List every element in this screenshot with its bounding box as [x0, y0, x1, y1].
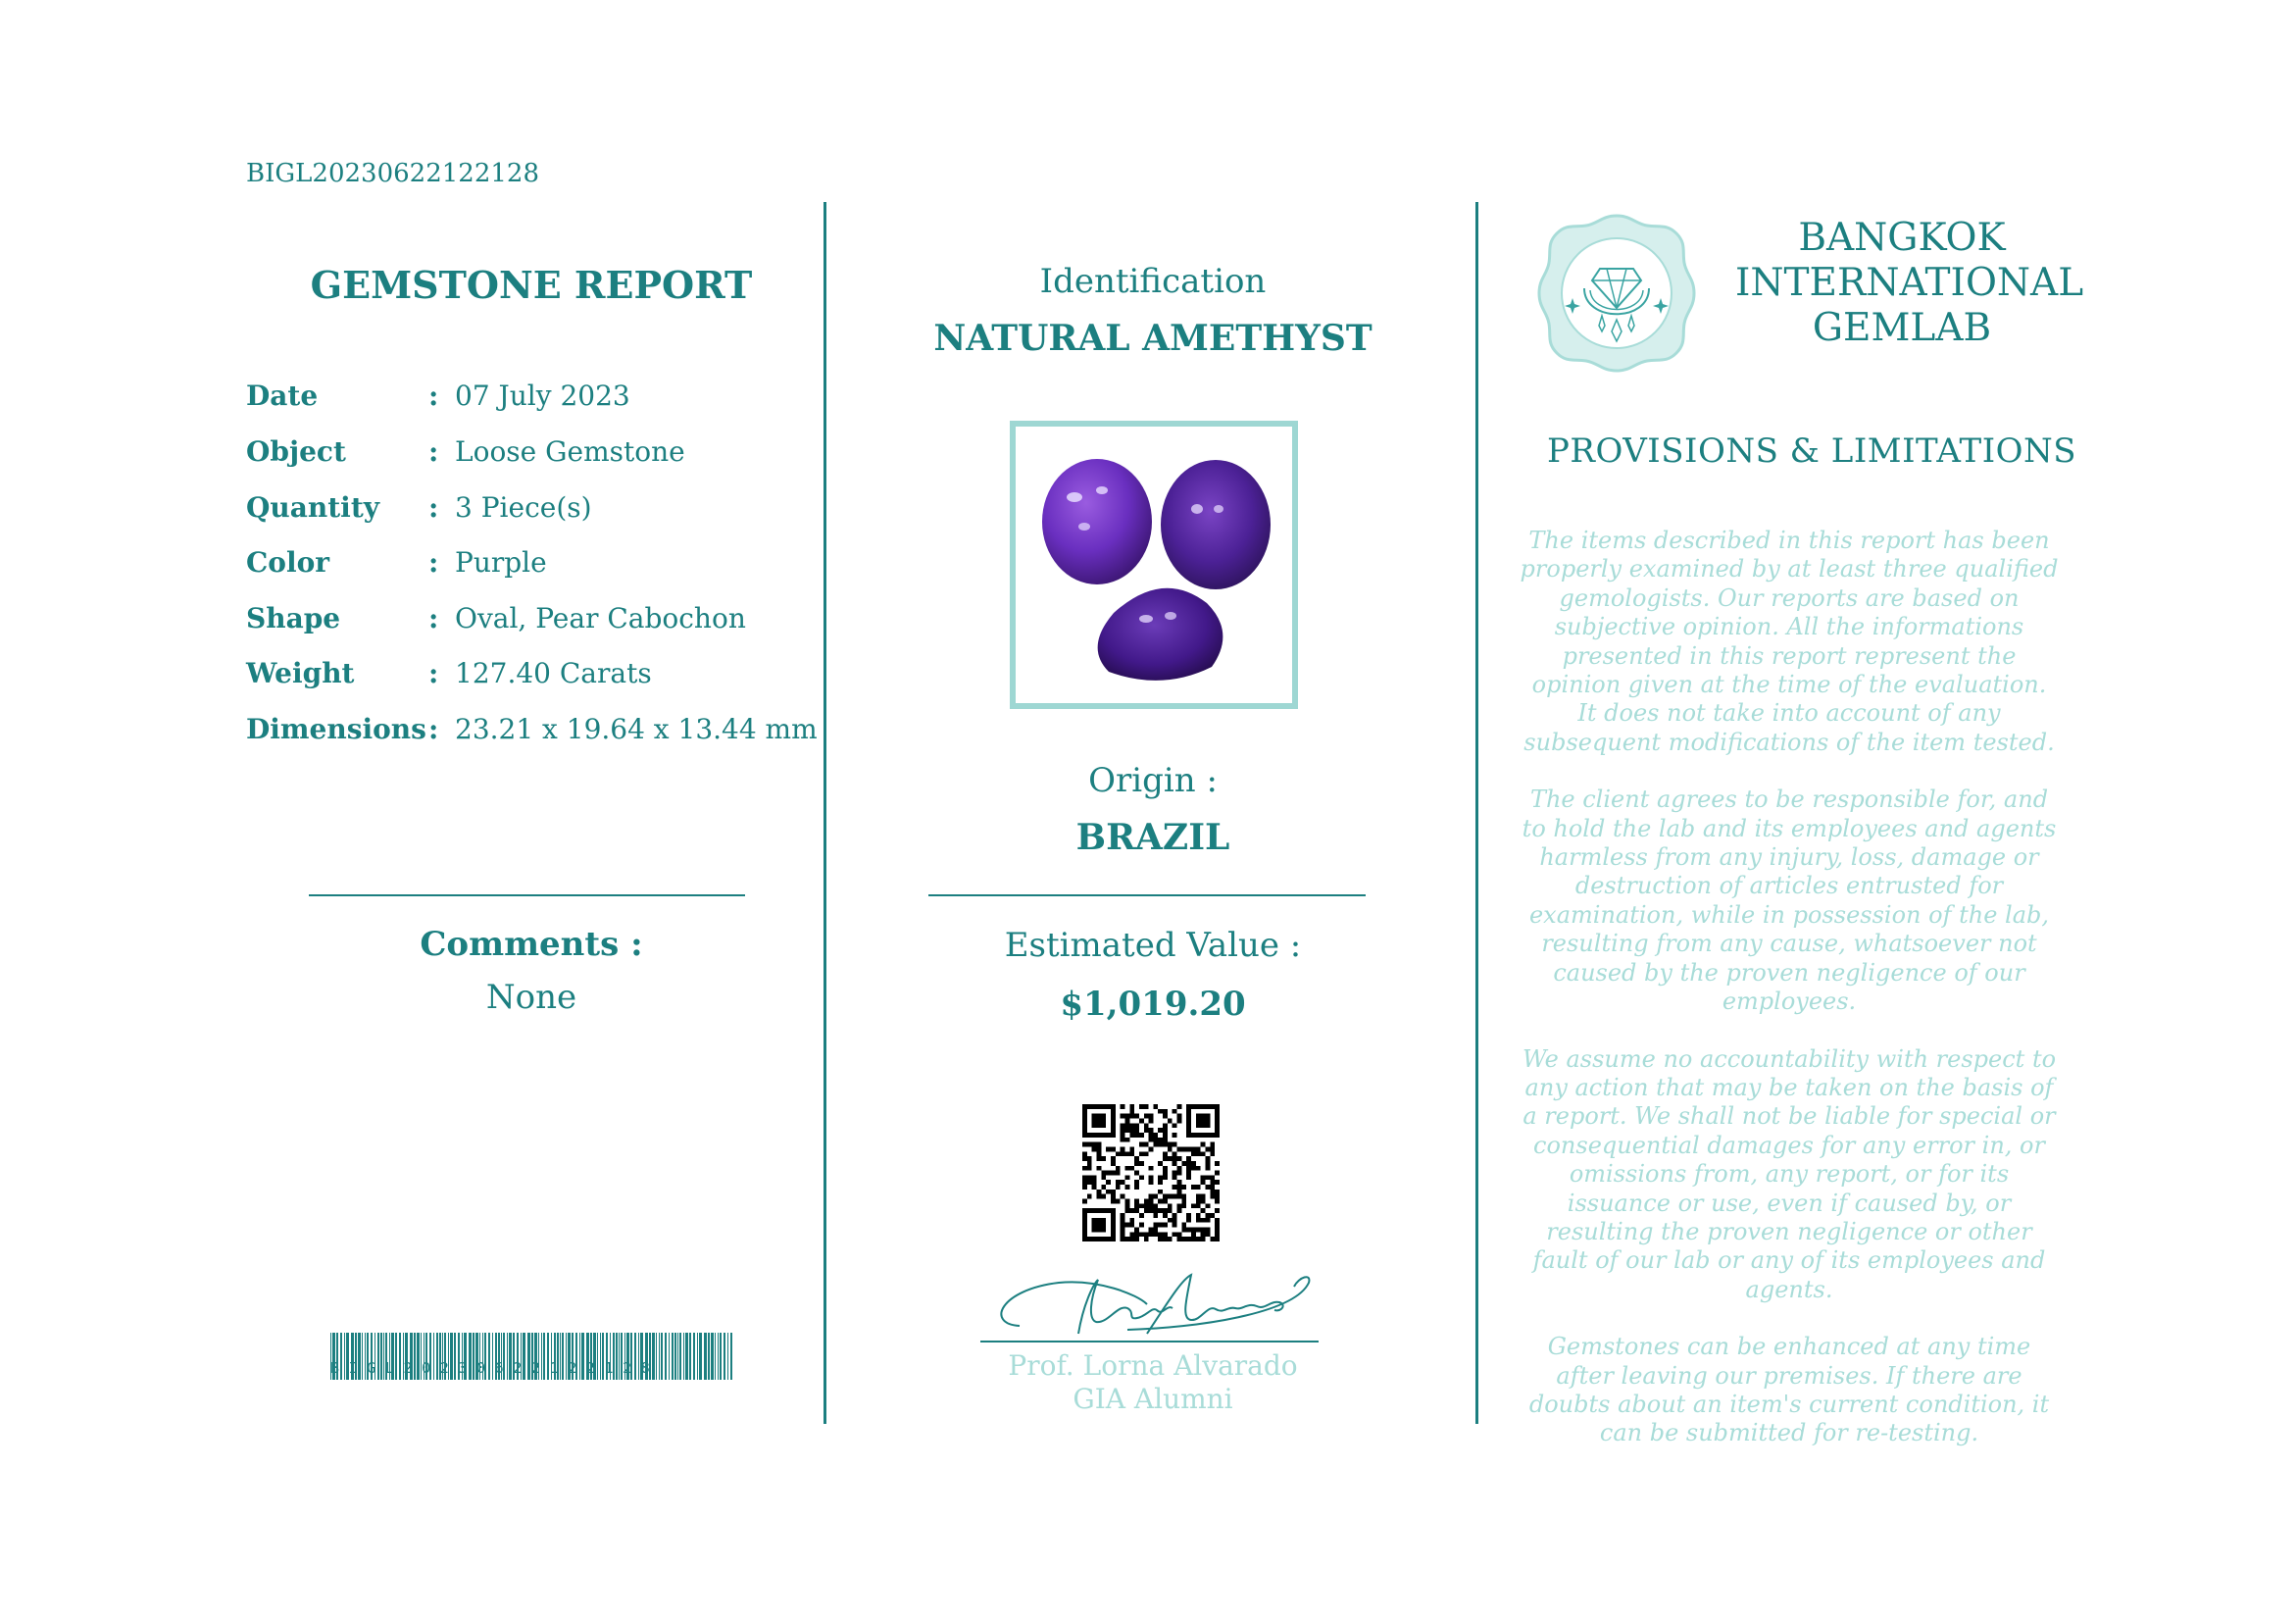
- comments-value: None: [485, 978, 577, 1017]
- lab-name-line: INTERNATIONAL: [1735, 261, 2084, 305]
- comments-divider: [309, 894, 745, 896]
- lab-name: [1735, 216, 2084, 351]
- qr-code-icon: [1082, 1104, 1220, 1241]
- comments-label: Comments :: [420, 925, 643, 964]
- signer-credential: GIA Alumni: [1073, 1383, 1233, 1415]
- field-value: 07 July 2023: [455, 380, 630, 412]
- provisions-paragraph: We assume no accountability with respect to any action that may be taken on the basis of a report. We shall not be liable for special or consequential damages for any error in, or omissions from, any report, or for its issuance or use, even if caused by, or resulting the proven negligence or other fault of our lab or any of its employees and agents.: [1522, 1044, 2057, 1303]
- report-title: GEMSTONE REPORT: [310, 263, 753, 307]
- lab-seal-icon: [1533, 210, 1700, 377]
- field-value: Purple: [455, 546, 547, 579]
- field-label: Dimensions: [246, 713, 426, 745]
- identification-label: Identification: [1039, 262, 1267, 301]
- provisions-paragraph: The items described in this report has been properly examined by at least three qualified gemologists. Our reports are based on subjective opinion. All the informations presented in this report represent the opinion given at the time of the evaluation. It does not take into account of any subsequent modifications of the item tested.: [1520, 527, 2059, 756]
- divider-right: [1475, 202, 1478, 1424]
- estimated-value: $1,019.20: [1060, 985, 1246, 1024]
- provisions-body: [1520, 527, 2059, 1477]
- field-value: 23.21 x 19.64 x 13.44 mm: [455, 713, 818, 745]
- signature-image: [980, 1265, 1319, 1343]
- field-label: Weight: [246, 657, 355, 689]
- gemstone-photo: [1010, 421, 1298, 709]
- field-label: Object: [246, 435, 346, 468]
- field-colon: :: [428, 657, 439, 689]
- lab-name-line: GEMLAB: [1812, 306, 1992, 350]
- barcode-text: BIGL20230622122128: [330, 1359, 660, 1377]
- field-label: Color: [246, 546, 330, 579]
- field-colon: :: [428, 602, 439, 634]
- field-colon: :: [428, 380, 439, 412]
- field-colon: :: [428, 435, 439, 468]
- field-colon: :: [428, 491, 439, 524]
- report-id: BIGL20230622122128: [246, 159, 539, 188]
- provisions-paragraph: Gemstones can be enhanced at any time after leaving our premises. If there are doubts about an item's current condition, it can be submitted for re-testing.: [1528, 1333, 2050, 1447]
- amethyst-stones-image: [1016, 427, 1292, 703]
- field-value: Oval, Pear Cabochon: [455, 602, 746, 634]
- provisions-paragraph: The client agrees to be responsible for, and to hold the lab and its employees and agents harmless from any injury, loss, damage or destruction of articles entrusted for examination, while in possession of the lab, resulting from any cause, whatsoever not caused by the proven negligence of our employees.: [1522, 785, 2057, 1016]
- identification-value: NATURAL AMETHYST: [933, 318, 1373, 359]
- field-value: 127.40 Carats: [455, 657, 652, 689]
- field-label: Quantity: [246, 491, 380, 524]
- origin-value: BRAZIL: [1075, 817, 1230, 858]
- field-value: Loose Gemstone: [455, 435, 685, 468]
- estimated-value-label: Estimated Value :: [1004, 926, 1302, 965]
- provisions-title: PROVISIONS & LIMITATIONS: [1547, 431, 2077, 471]
- field-value: 3 Piece(s): [455, 491, 592, 524]
- origin-label: Origin :: [1088, 761, 1218, 800]
- lab-name-line: BANGKOK: [1798, 216, 2006, 260]
- origin-divider: [928, 894, 1366, 896]
- field-label: Date: [246, 380, 319, 412]
- field-colon: :: [428, 713, 439, 745]
- divider-left: [824, 202, 826, 1424]
- field-colon: :: [428, 546, 439, 579]
- signer-name: Prof. Lorna Alvarado: [1008, 1349, 1298, 1382]
- field-label: Shape: [246, 602, 341, 634]
